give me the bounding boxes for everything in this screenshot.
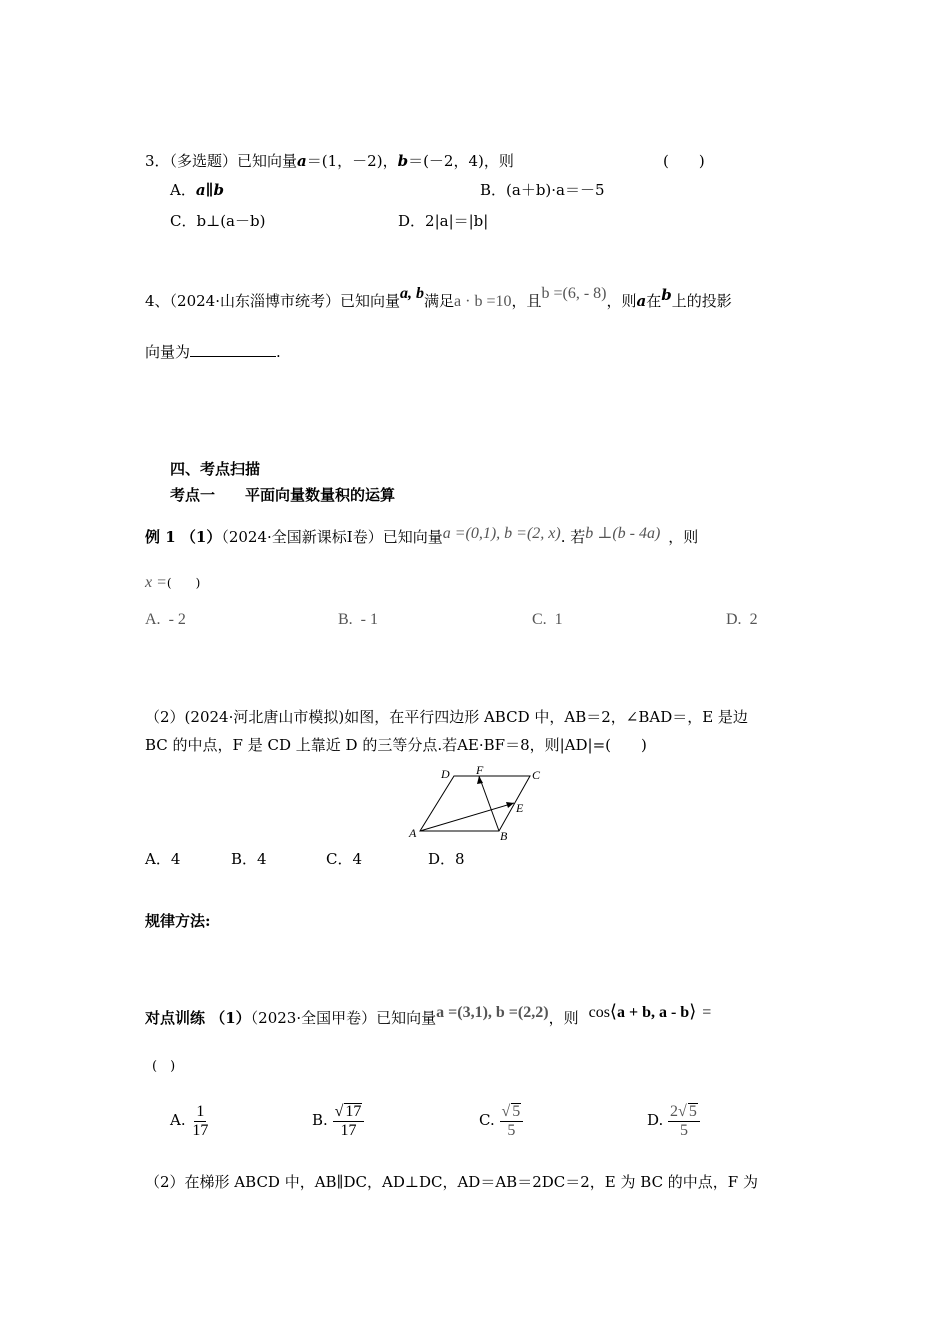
ex1-2-option-c: C．4 <box>326 850 363 868</box>
ex1-stem: 例 1 （1）（2024·全国新课标Ⅰ卷）已知向量a =(0,1), b =(2, x). 若b ⊥(b - 4a) ，则 <box>145 525 699 546</box>
ex1-2-option-d: D．8 <box>428 850 465 868</box>
ex1-option-c: C. 1 <box>532 611 563 628</box>
train-option-b: B. $\frac{√ 17}{17}$ <box>312 1100 364 1140</box>
answer-blank <box>190 342 276 357</box>
q3-option-b: B．(a＋b)·a＝－5 <box>480 181 605 199</box>
label-f: F <box>476 763 484 777</box>
ex1-2-option-a: A．4 <box>145 850 181 868</box>
ex1-2-option-b: B．4 <box>231 850 267 868</box>
label-c: C <box>532 768 541 782</box>
label-b: B <box>500 829 508 843</box>
train-option-a: A. $\frac{1}{17}$ <box>170 1102 209 1139</box>
vector-ae <box>420 803 514 831</box>
vector-bf <box>479 776 499 831</box>
ex1-x-line: x =( ) <box>145 574 201 591</box>
label-a: A <box>409 826 417 840</box>
section-subtitle: 考点一 平面向量数量积的运算 <box>170 486 396 504</box>
q3-option-c: C．b⊥(a－b) <box>170 212 266 230</box>
ex1-2-line2: BC 的中点，F 是 CD 上靠近 D 的三等分点.若AE·BF＝8，则|AD|=( ) <box>145 736 647 754</box>
ex1-option-d: D. 2 <box>726 611 758 628</box>
arrowhead-f <box>477 776 483 784</box>
section-title: 四、考点扫描 <box>170 460 261 478</box>
parallelogram-figure <box>400 762 550 844</box>
q3-answer-paren: ( ) <box>663 152 705 170</box>
ex1-option-b: B. - 1 <box>338 611 378 628</box>
q3-option-a: A．a∥b <box>170 181 224 199</box>
label-d: D <box>441 767 450 781</box>
train-option-d: D. $\frac{2√ 5}{5}$ <box>647 1100 700 1140</box>
train-paren: ( ) <box>152 1059 176 1074</box>
ex1-2-line1: （2）(2024·河北唐山市模拟)如图，在平行四边形 ABCD 中，AB＝2，∠BAD＝，E 是边 <box>145 708 748 726</box>
train-stem: 对点训练 （1）（2023·全国甲卷）已知向量a =(3,1), b =(2,2)，则 cos⟨a + b, a - b⟩ = <box>145 1001 712 1027</box>
q4-stem: 4、（2024·山东淄博市统考）已知向量a, b满足a · b =10，且b =(6, - 8)，则a在b上的投影 <box>145 285 732 310</box>
train-option-c: C. $\frac{√ 5}{5}$ <box>479 1100 523 1140</box>
train2-line: （2）在梯形 ABCD 中，AB∥DC，AD⊥DC，AD＝AB＝2DC＝2，E 为 BC 的中点，F 为 <box>145 1173 758 1191</box>
q3-stem: 3．（多选题）已知向量a＝(1，－2)，b＝(－2，4)，则 <box>145 152 514 170</box>
label-e: E <box>516 801 524 815</box>
ex1-option-a: A. - 2 <box>145 611 186 628</box>
rule-label: 规律方法: <box>145 912 211 930</box>
q3-option-d: D．2|a|＝|b| <box>398 212 489 230</box>
q4-line2: 向量为 . <box>145 343 281 361</box>
